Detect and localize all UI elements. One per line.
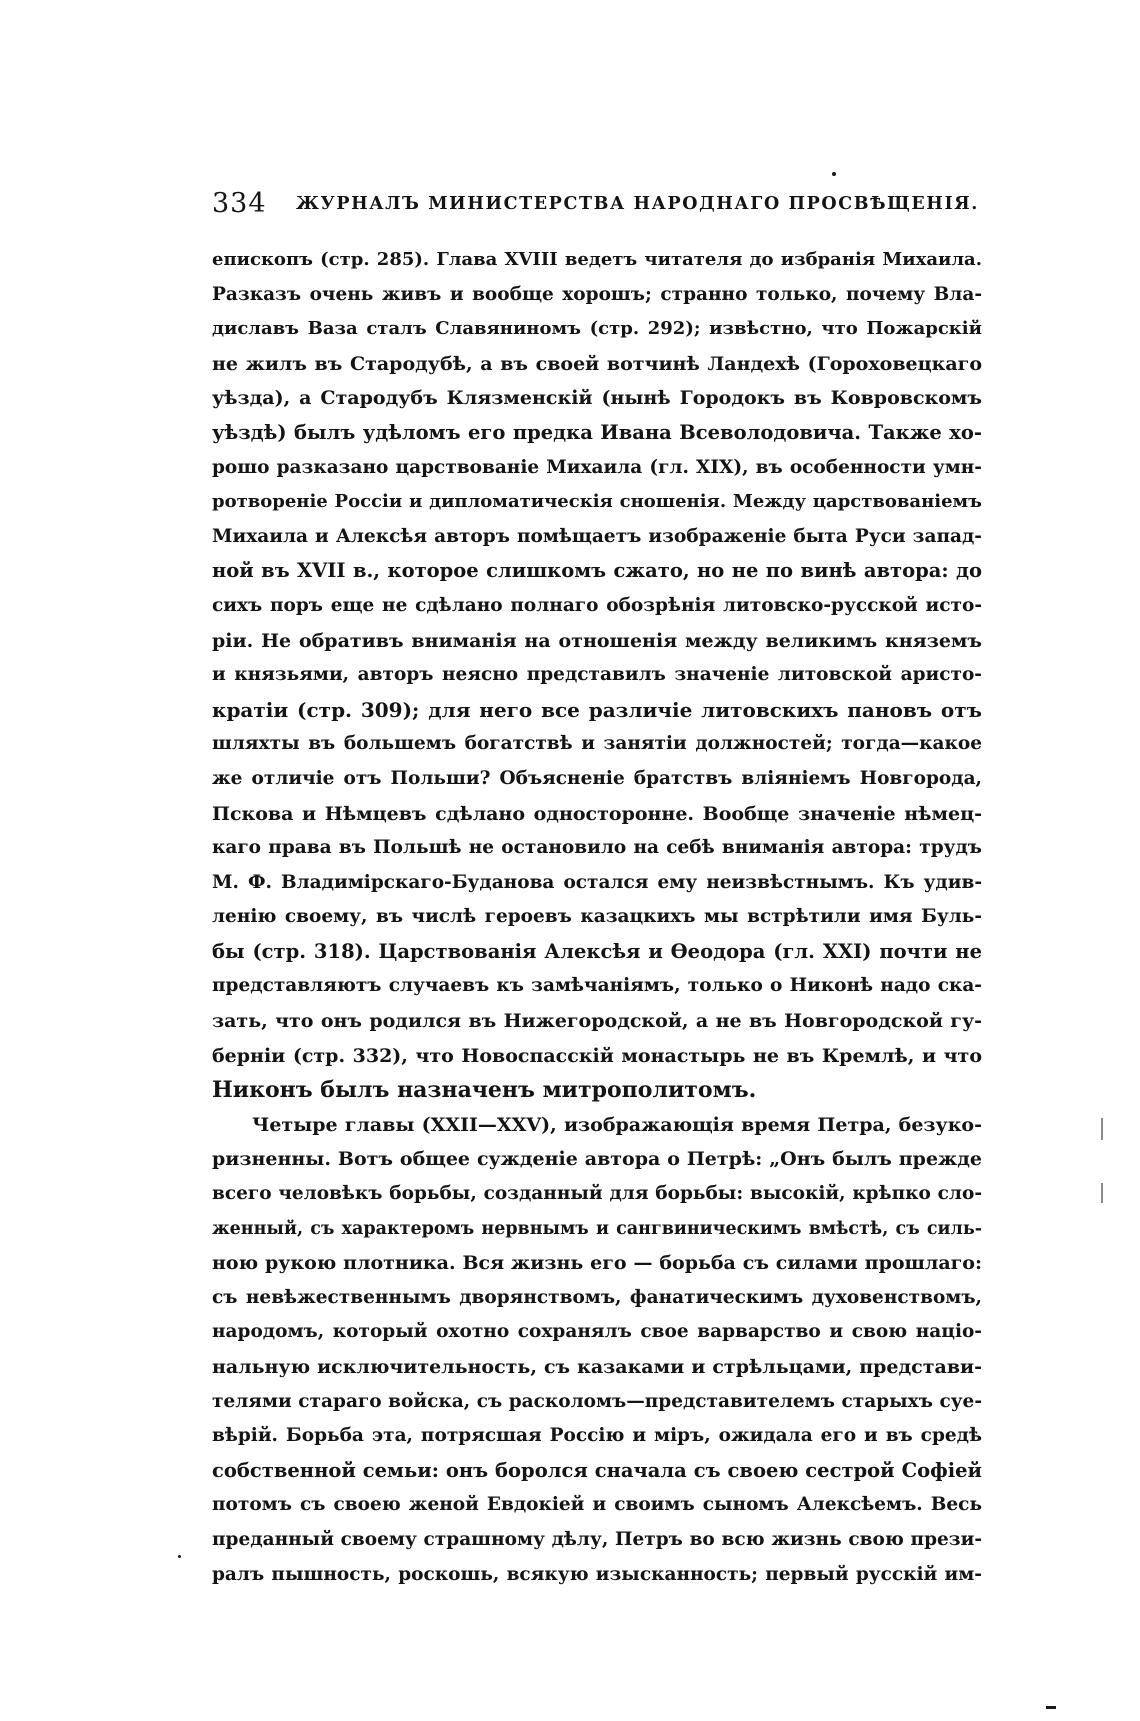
text-line: преданный своему страшному дѣлу, Петръ во всю жизнь свою прези-: [212, 1528, 982, 1550]
scan-artifact-mark: [1046, 1706, 1056, 1709]
text-line: Михаила и Алексѣя авторъ помѣщаетъ изображеніе быта Руси запад-: [212, 525, 982, 547]
page-number: 334: [212, 188, 267, 219]
text-line: ной въ XVII в., которое слишкомъ сжато, но не по винѣ автора: до: [212, 559, 982, 583]
text-line: шляхты въ большемъ богатствѣ и занятіи должностей; тогда—какое: [212, 733, 982, 755]
text-line: телями стараго войска, съ расколомъ—представителемъ старыхъ суе-: [212, 1390, 982, 1412]
text-line: вѣрій. Борьба эта, потрясшая Россію и міръ, ожидала его и въ средѣ: [212, 1425, 982, 1447]
text-line: ризненны. Вотъ общее сужденіе автора о Петрѣ: „Онъ былъ прежде: [212, 1148, 982, 1171]
text-line: кратіи (стр. 309); для него все различіе литовскихъ пановъ отъ: [212, 697, 982, 722]
text-line: собственной семьи: онъ боролся сначала съ своею сестрой Софіей: [212, 1458, 982, 1482]
text-line: Разказъ очень живъ и вообще хорошъ; странно только, почему Вла-: [212, 283, 982, 305]
text-line: съ невѣжественнымъ дворянствомъ, фанатическимъ духовенствомъ,: [212, 1286, 982, 1308]
text-line: не жилъ въ Стародубѣ, а въ своей вотчинѣ Ландехѣ (Гороховецкаго: [212, 352, 982, 375]
text-line: всего человѣкъ борьбы, созданный для борьбы: высокій, крѣпко сло-: [212, 1183, 982, 1205]
margin-mark: [1101, 1118, 1103, 1140]
text-line: уѣзда), а Стародубъ Клязменскій (нынѣ Городокъ въ Ковровскомъ: [212, 387, 982, 410]
text-line: женный, съ характеромъ нервнымъ и сангвиническимъ вмѣстѣ, съ силь-: [212, 1218, 982, 1239]
ink-dot-mark: [178, 1555, 181, 1558]
running-head: [212, 188, 982, 228]
text-line: епископъ (стр. 285). Глава XVIII ведетъ читателя до избранія Михаила.: [212, 249, 982, 270]
text-line: ралъ пышность, роскошь, всякую изысканность; первый русскій им-: [212, 1563, 982, 1585]
text-line: бы (стр. 318). Царствованія Алексѣя и Ѳеодора (гл. XXI) почти не: [212, 939, 982, 963]
text-line: и князьями, авторъ неясно представилъ значеніе литовской аристо-: [212, 664, 982, 686]
text-line: Пскова и Нѣмцевъ сдѣлано односторонне. Вообще значеніе нѣмец-: [212, 802, 982, 825]
ink-dot-mark: [832, 172, 836, 176]
text-line: нальную исключительность, съ казаками и стрѣльцами, представи-: [212, 1356, 982, 1378]
text-line: же отличіе отъ Польши? Объясненіе братствъ вліяніемъ Новгорода,: [212, 767, 982, 789]
text-line: ротвореніе Россіи и дипломатическія сношенія. Между царствованіемъ: [212, 491, 982, 513]
body-text: [212, 243, 982, 1592]
text-line: ленію своему, въ числѣ героевъ казацкихъ мы встрѣтили имя Буль-: [212, 906, 982, 928]
text-line: Никонъ былъ назначенъ митрополитомъ.: [212, 1077, 757, 1104]
text-line: каго права въ Польшѣ не остановило на себѣ вниманія автора: трудъ: [212, 837, 982, 859]
margin-mark: [1101, 1183, 1103, 1203]
journal-title: ЖУРНАЛЪ МИНИСТЕРСТВА НАРОДНАГО ПРОСВѢЩЕНІЯ.: [296, 194, 979, 214]
text-line: ріи. Не обративъ вниманія на отношенія между великимъ княземъ: [212, 629, 982, 652]
text-line: М. Ф. Владимірскаго-Буданова остался ему неизвѣстнымъ. Къ удив-: [212, 871, 982, 893]
text-line: Четыре главы (XXII—XXV), изображающія время Петра, безуко-: [252, 1113, 982, 1136]
text-line: ною рукою плотника. Вся жизнь его — борьба съ силами прошлаго:: [212, 1252, 982, 1275]
text-line: диславъ Ваза сталъ Славяниномъ (стр. 292); извѣстно, что Пожарскій: [212, 318, 982, 340]
text-line: народомъ, который охотно сохранялъ свое варварство и свою націо-: [212, 1321, 982, 1343]
text-line: представляютъ случаевъ къ замѣчаніямъ, только о Никонѣ надо ска-: [212, 975, 982, 997]
text-line: рошо разказано царствованіе Михаила (гл. XIX), въ особенности умн-: [212, 456, 982, 478]
text-line: уѣздѣ) былъ удѣломъ его предка Ивана Всеволодовича. Также хо-: [212, 420, 982, 444]
text-line: сихъ поръ еще не сдѣлано полнаго обозрѣнія литовско-русской исто-: [212, 594, 982, 616]
text-line: потомъ съ своею женой Евдокіей и своимъ сыномъ Алексѣемъ. Весь: [212, 1494, 982, 1516]
text-line: зать, что онъ родился въ Нижегородской, а не въ Новгородской гу-: [212, 1010, 982, 1033]
text-line: берніи (стр. 332), что Новоспасскій монастырь не въ Кремлѣ, и что: [212, 1044, 982, 1067]
